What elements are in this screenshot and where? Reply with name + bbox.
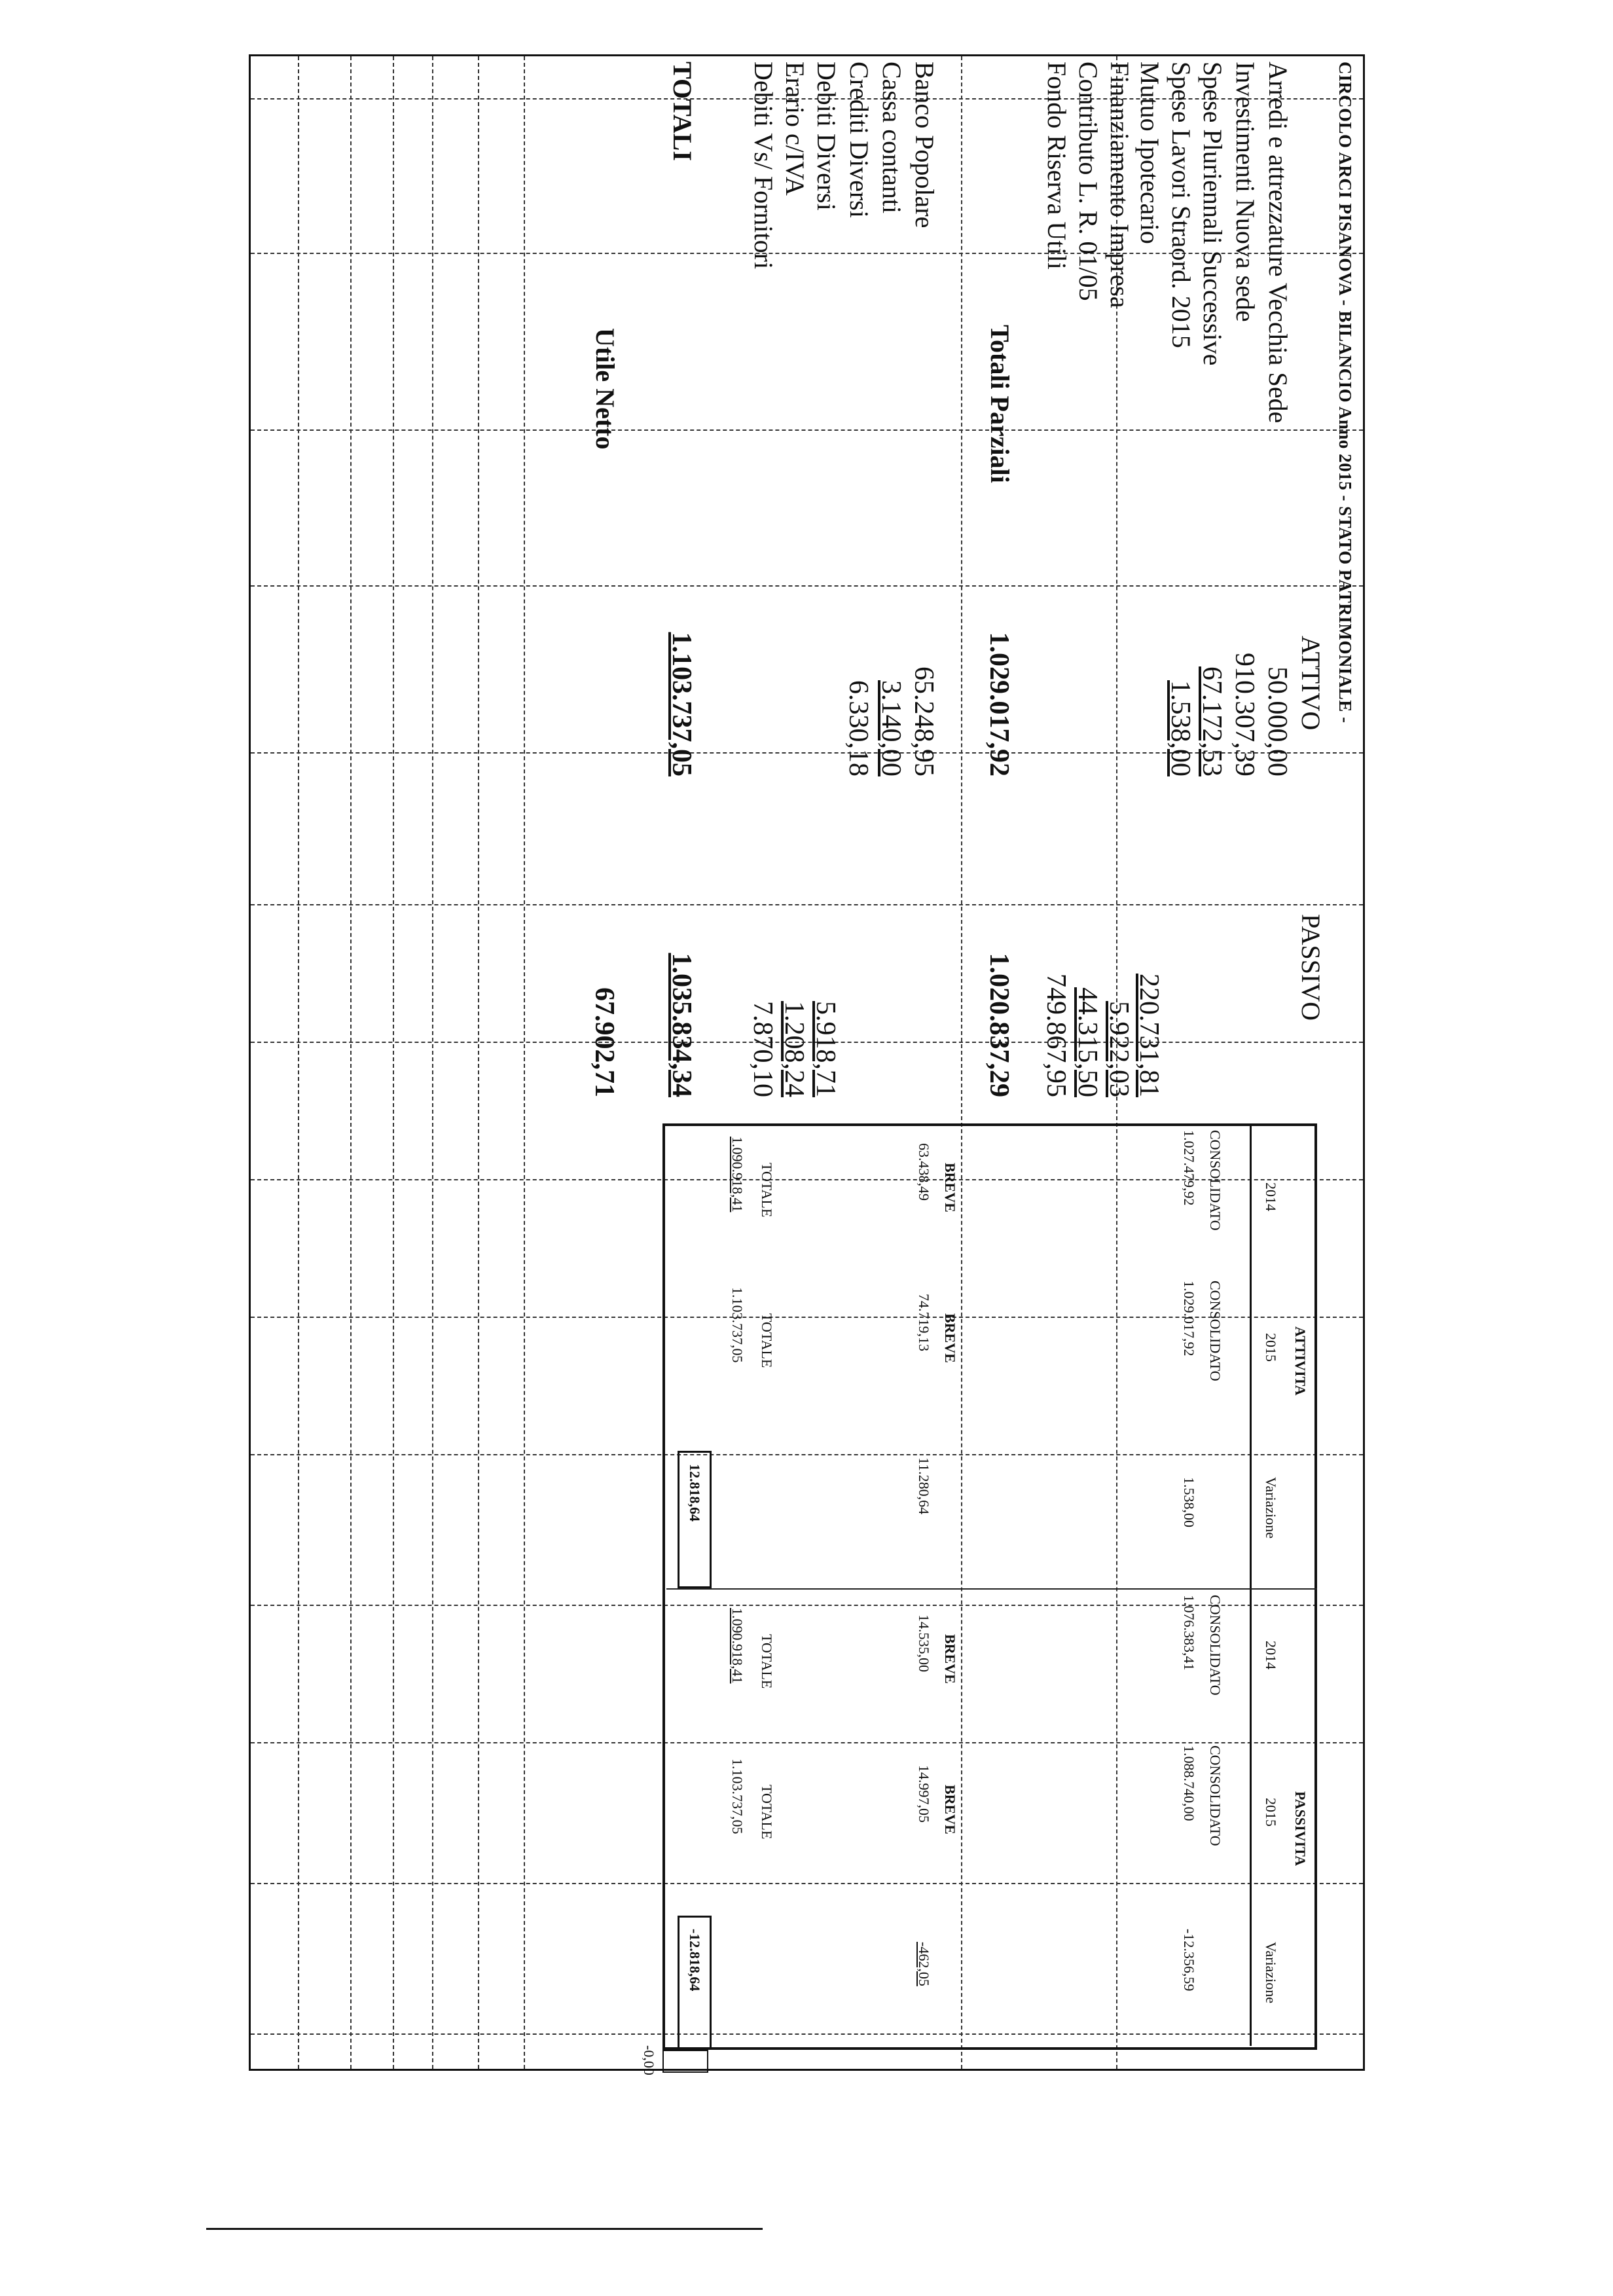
summary-rule (1250, 1123, 1252, 2046)
rule-line (350, 56, 352, 2069)
attivita-col-var: Variazione (1263, 1477, 1279, 1539)
attivo-value: 6.330,18 (843, 680, 873, 776)
passivita-totale-label: TOTALE (759, 1785, 775, 1840)
row-label: Banco Popolare (910, 62, 939, 228)
rule-line (524, 56, 525, 2069)
passivo-header: PASSIVO (1296, 914, 1326, 1021)
row-label: Contributo L. R. 01/05 (1074, 62, 1103, 301)
attivita-breve-label: BREVE (942, 1313, 958, 1363)
rule-line (298, 56, 299, 2069)
attivita-consolidato-label: CONSOLIDATO (1207, 1281, 1223, 1381)
attivita-breve-2014: 63.438,49 (916, 1143, 932, 1201)
attivo-header: ATTIVO (1296, 636, 1326, 731)
row-label: Mutuo Ipotecario (1135, 62, 1165, 244)
passivita-col-2015: 2015 (1263, 1798, 1279, 1827)
passivo-value: 220.731,81 (1134, 974, 1164, 1097)
passivita-consolidato-2014: 1.076.383,41 (1181, 1595, 1197, 1671)
attivita-totale-label: TOTALE (759, 1313, 775, 1368)
passivo-value: 5.922,03 (1104, 1001, 1134, 1097)
row-label: Investimenti Nuova sede (1231, 62, 1260, 322)
passivo-value: 7.870,10 (748, 1001, 778, 1097)
attivita-consolidato-var: 1.538,00 (1181, 1477, 1197, 1527)
totali-passivo: 1.035.834,34 (666, 953, 697, 1097)
passivita-box-value: -12.818,64 (687, 1929, 703, 1992)
passivita-consolidato-label: CONSOLIDATO (1207, 1745, 1223, 1846)
final-value: -0,00 (641, 2045, 657, 2075)
row-label: Spese Pluriennali Successive (1198, 62, 1227, 366)
row-label: Arredi e attrezzature Vecchia Sede (1263, 62, 1293, 424)
passivita-breve-var: -462,05 (916, 1942, 932, 1986)
final-cell (662, 2050, 708, 2073)
row-label: Erario c/IVA (780, 62, 810, 196)
passivita-title: PASSIVITA (1292, 1791, 1309, 1867)
passivita-breve-2014: 14.535,00 (916, 1614, 932, 1672)
passivita-totale-2014: 1.090.918,41 (729, 1608, 746, 1684)
summary-box (662, 1123, 1317, 2050)
attivita-consolidato-2015: 1.029.017,92 (1181, 1281, 1197, 1357)
passivo-value: 44.315,50 (1072, 987, 1102, 1097)
passivita-col-var: Variazione (1263, 1942, 1279, 2004)
passivita-consolidato-2015: 1.088.740,00 (1181, 1745, 1197, 1821)
attivo-value: 3.140,00 (876, 680, 906, 776)
rule-line (432, 56, 433, 2069)
attivita-col-2015: 2015 (1263, 1333, 1279, 1362)
passivita-consolidato-label: CONSOLIDATO (1207, 1595, 1223, 1696)
attivita-box-value: 12.818,64 (687, 1464, 703, 1522)
attivita-breve-2015: 74.719,13 (916, 1294, 932, 1351)
attivita-totale-2015: 1.103.737,05 (729, 1287, 746, 1363)
row-label: Debiti Diversi (812, 62, 841, 211)
passivita-breve-label: BREVE (942, 1634, 958, 1684)
row-line (251, 904, 1363, 905)
footer-rule (206, 2228, 763, 2230)
passivo-value: 1.208,24 (779, 1001, 809, 1097)
summary-divider (666, 1588, 1317, 1590)
totali-parziali-attivo: 1.029.017,92 (984, 632, 1014, 776)
attivita-breve-label: BREVE (942, 1163, 958, 1212)
attivo-value: 67.172,53 (1197, 666, 1227, 776)
passivo-value: 749.867,95 (1041, 974, 1071, 1097)
attivita-consolidato-label: CONSOLIDATO (1207, 1130, 1223, 1231)
passivita-totale-2015: 1.103.737,05 (729, 1758, 746, 1834)
rule-line (393, 56, 394, 2069)
row-label: Fondo Riserva Utili (1042, 62, 1072, 270)
attivita-breve-var: 11.280,64 (916, 1457, 932, 1515)
attivita-title: ATTIVITA (1292, 1326, 1309, 1396)
passivita-breve-2015: 14.997,05 (916, 1765, 932, 1823)
attivo-value: 1.538,00 (1165, 680, 1195, 776)
page-title: CIRCOLO ARCI PISANOVA - BILANCIO Anno 2015 - STATO PATRIMONIALE - (1335, 62, 1355, 723)
attivita-consolidato-2014: 1.027.479,92 (1181, 1130, 1197, 1206)
passivita-col-2014: 2014 (1263, 1641, 1279, 1669)
utile-netto-label: Utile Netto (590, 328, 620, 450)
passivita-breve-label: BREVE (942, 1785, 958, 1834)
row-line (251, 429, 1363, 431)
passivita-totale-label: TOTALE (759, 1634, 775, 1689)
attivo-value: 50.000,00 (1262, 666, 1292, 776)
totali-attivo: 1.103.737,05 (666, 632, 697, 776)
attivo-value: 910.307,39 (1229, 653, 1260, 776)
passivita-consolidato-var: -12.356,59 (1181, 1929, 1197, 1992)
row-label: Finanziamento Impresa (1105, 62, 1134, 308)
attivita-totale-2014: 1.090.918,41 (729, 1137, 746, 1212)
row-label: Debiti Vs/ Fornitori (749, 62, 778, 270)
row-label: Crediti Diversi (844, 62, 874, 218)
row-label: Spese Lavori Straord. 2015 (1167, 62, 1196, 348)
row-line (251, 585, 1363, 587)
totali-label: TOTALI (668, 62, 697, 161)
utile-netto-value: 67.902,71 (589, 987, 619, 1097)
row-label: Cassa contanti (877, 62, 907, 214)
balance-sheet (249, 54, 1365, 2075)
attivita-col-2014: 2014 (1263, 1182, 1279, 1211)
rule-line (478, 56, 479, 2069)
passivo-value: 5.918,71 (810, 1001, 841, 1097)
totali-parziali-passivo: 1.020.837,29 (984, 953, 1014, 1097)
row-line (251, 253, 1363, 254)
attivita-totale-label: TOTALE (759, 1163, 775, 1218)
attivo-value: 65.248,95 (909, 666, 939, 776)
totali-parziali-label: Totali Parziali (985, 325, 1015, 483)
